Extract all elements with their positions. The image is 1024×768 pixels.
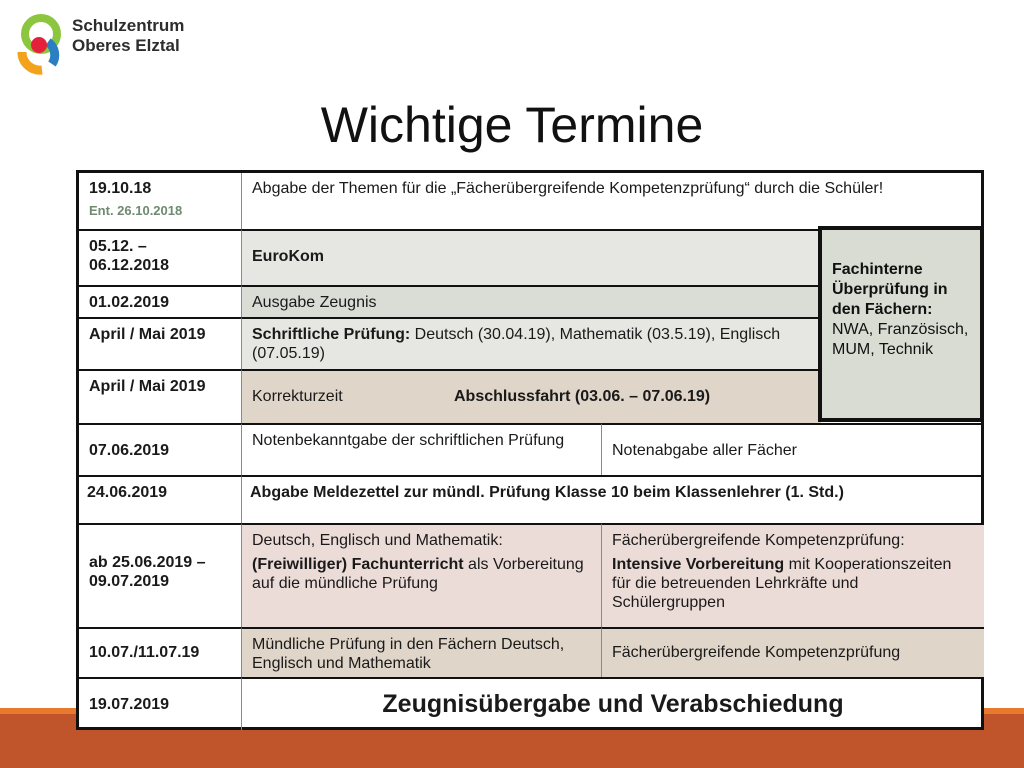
row-8-right-cell [601, 523, 984, 627]
row-3-date: 01.02.2019 [79, 285, 241, 317]
side-note-bold: Fachinterne Überprüfung in den Fächern: [832, 261, 948, 318]
row-8-left-cell [241, 523, 601, 627]
side-note [818, 226, 984, 422]
school-logo [10, 10, 190, 82]
row-5-date: April / Mai 2019 [79, 369, 241, 423]
row-3-text: Ausgabe Zeugnis [241, 285, 821, 317]
row-10-date: 19.07.2019 [79, 677, 241, 730]
row-5-text-cell [241, 369, 821, 423]
row-8-right-head: Fächerübergreifende Kompetenzprüfung: [612, 532, 905, 549]
logo-text [72, 16, 184, 56]
row-6-date: 07.06.2019 [79, 423, 241, 475]
row-8-date: ab 25.06.2019 – 09.07.2019 [79, 523, 241, 627]
row-8-left-rest: als Vorbereitung auf die mündliche Prüfung [252, 556, 584, 592]
side-note-text: NWA, Französisch, MUM, Technik [832, 321, 969, 358]
page-title: Wichtige Termine [320, 97, 704, 153]
row-9-right: Fächerübergreifende Kompetenzprüfung [601, 627, 984, 677]
logo-line-2: Oberes Elztal [72, 36, 180, 55]
school-logo-icon [12, 12, 70, 76]
row-6-left: Notenbekanntgabe der schriftlichen Prüfung [241, 423, 601, 475]
row-4-text: Deutsch (30.04.19), Mathematik (03.5.19), Englisch (07.05.19) [252, 326, 781, 362]
row-1-text: Abgabe der Themen für die „Fächerübergreifende Kompetenzprüfung“ durch die Schüler! [241, 173, 984, 229]
row-4-date: April / Mai 2019 [79, 317, 241, 369]
row-9-left: Mündliche Prüfung in den Fächern Deutsch, Englisch und Mathematik [241, 627, 601, 677]
row-1-sub-date: Ent. 26.10.2018 [89, 203, 183, 218]
row-7-date: 24.06.2019 [79, 475, 241, 523]
logo-line-1: Schulzentrum [72, 16, 185, 35]
row-8-left-bold: (Freiwilliger) Fachunterricht [252, 556, 464, 573]
row-4-bold: Schriftliche Prüfung: [252, 326, 411, 343]
row-5-bold: Abschlussfahrt (03.06. – 07.06.19) [454, 388, 711, 405]
row-8-right-rest: mit Kooperationszeiten für die betreuenden Lehrkräfte und Schülergruppen [612, 556, 952, 611]
row-2-date: 05.12. – 06.12.2018 [79, 229, 241, 285]
row-10-text: Zeugnisübergabe und Verabschiedung [241, 677, 984, 730]
row-6-right: Notenabgabe aller Fächer [601, 423, 984, 475]
row-2-text: EuroKom [241, 229, 821, 285]
row-9-date: 10.07./11.07.19 [79, 627, 241, 677]
row-4-text-cell [241, 317, 821, 369]
row-7-text: Abgabe Meldezettel zur mündl. Prüfung Klasse 10 beim Klassenlehrer (1. Std.) [241, 475, 984, 523]
row-1-date-cell [79, 173, 241, 229]
row-5-text: Korrekturzeit [252, 388, 343, 405]
row-8-left-head: Deutsch, Englisch und Mathematik: [252, 532, 503, 549]
row-1-date: 19.10.18 [89, 180, 152, 197]
row-8-right-bold: Intensive Vorbereitung [612, 556, 785, 573]
